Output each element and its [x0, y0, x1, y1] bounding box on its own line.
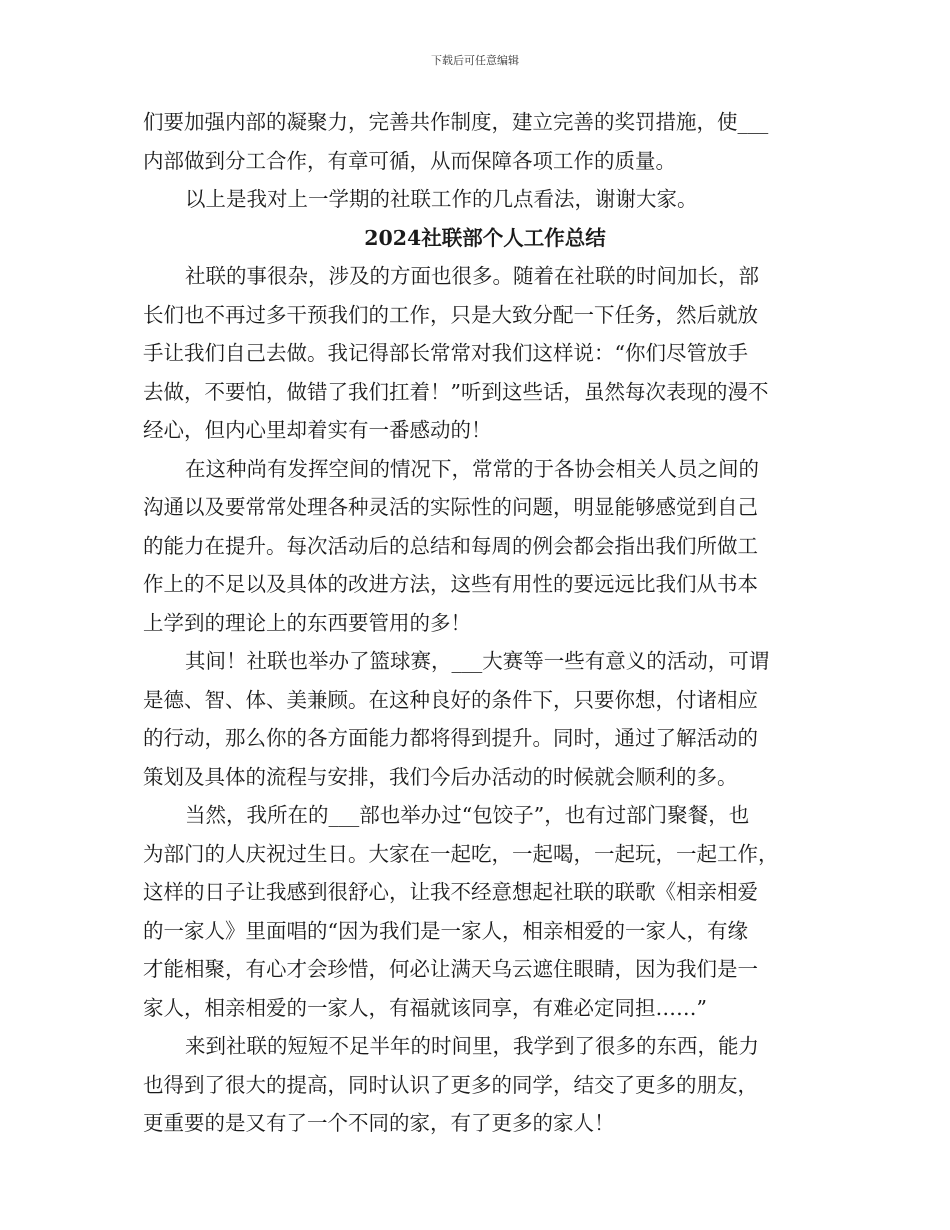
- text-line: 这样的日子让我感到很舒心，让我不经意想起社联的联歌《相亲相爱: [143, 880, 758, 904]
- document-body: [143, 103, 813, 1143]
- paragraph-start: 来到社联的短短不足半年的时间里，我学到了很多的东西，能力: [185, 1034, 759, 1058]
- text-line: 们要加强内部的凝聚力，完善共作制度，建立完善的奖罚措施，使___: [143, 110, 769, 134]
- text-line: 也得到了很大的提高，同时认识了更多的同学，结交了更多的朋友，: [143, 1072, 758, 1097]
- paragraph-start: 以上是我对上一学期的社联工作的几点看法，谢谢大家。: [185, 187, 698, 211]
- text-line: 经心，但内心里却着实有一番感动的！: [143, 418, 492, 442]
- text-line: 策划及具体的流程与安排，我们今后办活动的时候就会顺利的多。: [143, 764, 738, 789]
- paragraph-start: 社联的事很杂，涉及的方面也很多。随着在社联的时间加长，部: [185, 264, 759, 288]
- text-line: 内部做到分工合作，有章可循，从而保障各项工作的质量。: [143, 148, 676, 173]
- section-title: 2024社联部个人工作总结: [364, 225, 606, 250]
- text-line: 家人，相亲相爱的一家人，有福就该同享，有难必定同担……”: [143, 995, 707, 1020]
- page-header: 下载后可任意编辑: [431, 54, 519, 67]
- text-line: 的行动，那么你的各方面能力都将得到提升。同时，通过了解活动的: [143, 726, 758, 750]
- text-line: 去做，不要怕，做错了我们扛着！”听到这些话，虽然每次表现的漫不: [143, 379, 769, 404]
- text-line: 长们也不再过多干预我们的工作，只是大致分配一下任务，然后就放: [143, 302, 758, 327]
- paragraph-start: 其间！社联也举办了篮球赛，___大赛等一些有意义的活动，可谓: [185, 649, 770, 673]
- paragraph-start: 在这种尚有发挥空间的情况下，常常的于各协会相关人员之间的: [185, 456, 759, 481]
- text-line: 沟通以及要常常处理各种灵活的实际性的问题，明显能够感觉到自己: [143, 495, 758, 519]
- text-line: 手让我们自己去做。我记得部长常常对我们这样说：“你们尽管放手: [143, 341, 748, 365]
- text-line: 更重要的是又有了一个不同的家，有了更多的家人！: [143, 1111, 615, 1135]
- text-line: 上学到的理论上的东西要管用的多！: [143, 610, 471, 635]
- text-line: 的能力在提升。每次活动后的总结和每周的例会都会指出我们所做工: [143, 533, 758, 558]
- text-line: 才能相聚，有心才会珍惜，何必让满天乌云遮住眼睛，因为我们是一: [143, 957, 758, 981]
- text-line: 作上的不足以及具体的改进方法，这些有用性的要远远比我们从书本: [143, 572, 758, 596]
- text-line: 是德、智、体、美兼顾。在这种良好的条件下，只要你想，付诸相应: [143, 687, 758, 712]
- paragraph-start: 当然，我所在的___部也举办过“包饺子”，也有过部门聚餐，也: [185, 803, 750, 827]
- text-line: 的一家人》里面唱的“因为我们是一家人，相亲相爱的一家人，有缘: [143, 918, 748, 943]
- text-line: 为部门的人庆祝过生日。大家在一起吃，一起喝，一起玩，一起工作，: [143, 841, 779, 866]
